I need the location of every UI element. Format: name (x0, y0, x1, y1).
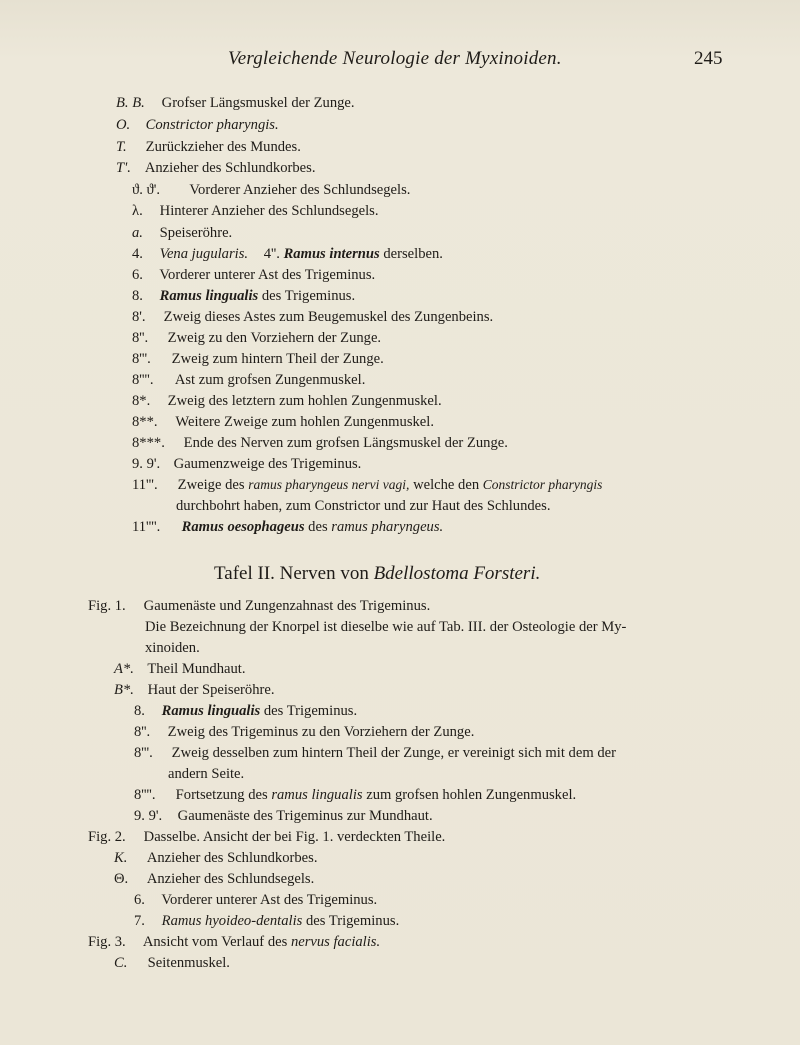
entry-text: Zweig desselben zum hintern Theil der Zunge, er vereinigt sich mit dem der (171, 745, 616, 761)
entry-text: Hinterer Anzieher des Schlundsegels. (159, 203, 379, 219)
running-header-title: Vergleichende Neurologie der Myxinoiden. (228, 48, 562, 69)
legend-entry (132, 351, 384, 368)
entry-label: B*. (114, 682, 134, 698)
entry-label: 6. (134, 892, 145, 908)
entry-text: Zweig zu den Vorziehern der Zunge. (167, 330, 382, 346)
entry-text: Zweig des Trigeminus zu den Vorziehern der Zunge. (167, 724, 475, 740)
figure-entry-continuation (168, 766, 244, 783)
figure-entry (145, 619, 626, 636)
entry-label: 11'''. (132, 477, 158, 493)
entry-label: 4. (132, 246, 143, 262)
figure-entry (134, 913, 399, 930)
page-number: 245 (694, 48, 723, 69)
entry-text: ramus lingualis (271, 787, 363, 803)
entry-text: Ast zum grofsen Zungenmuskel. (174, 372, 366, 388)
entry-text: Ramus hyoideo-dentalis (161, 913, 303, 929)
section-heading-species: Bdellostoma Forsteri. (373, 563, 541, 584)
entry-label: K. (114, 850, 128, 866)
legend-entry (116, 117, 279, 134)
entry-text: ramus pharyngeus. (331, 519, 444, 535)
legend-entry (116, 95, 355, 112)
entry-text: zum grofsen hohlen Zungenmuskel. (366, 787, 577, 803)
entry-text: nervus facialis. (290, 934, 381, 950)
entry-text: Weitere Zweige zum hohlen Zungenmuskel. (175, 414, 434, 430)
entry-text: Zweig des letztern zum hohlen Zungenmuskel. (167, 393, 442, 409)
entry-text: des Trigeminus. (263, 703, 358, 719)
figure-entry (114, 850, 317, 867)
entry-text: xinoiden. (145, 640, 200, 656)
legend-entry (132, 330, 381, 347)
section-heading-prefix: Tafel II. Nerven von (214, 563, 369, 584)
entry-label: 7. (134, 913, 145, 929)
entry-text: Ramus oesophageus (181, 519, 305, 535)
entry-text: derselben. (383, 246, 443, 262)
entry-label: Fig. 1. (88, 598, 126, 614)
entry-text: Constrictor pharyngis (482, 477, 603, 492)
legend-entry (132, 203, 379, 220)
legend-entry (132, 182, 410, 199)
entry-label: 8'''. (134, 745, 153, 761)
figure-entry (134, 808, 433, 825)
entry-label: 8. (132, 288, 143, 304)
legend-entry (132, 288, 355, 305)
entry-label: 4''. (263, 246, 280, 262)
entry-text: Ramus internus (283, 246, 380, 262)
entry-text: Vorderer unterer Ast des Trigeminus. (159, 267, 376, 283)
entry-text: Ramus lingualis (161, 703, 261, 719)
entry-label: ϑ. ϑ'. (132, 182, 161, 198)
entry-text: Haut der Speiseröhre. (147, 682, 275, 698)
entry-label: 8. (134, 703, 145, 719)
legend-entry (132, 519, 443, 536)
entry-label: 8''''. (134, 787, 156, 803)
figure-entry (114, 871, 314, 888)
figure-entry (88, 598, 430, 615)
legend-entry (132, 477, 602, 494)
figure-entry (114, 682, 275, 699)
entry-text: Vorderer Anzieher des Schlundsegels. (189, 182, 411, 198)
figure-entry (145, 640, 200, 657)
figure-entry (88, 934, 380, 951)
figure-entry (134, 724, 474, 741)
entry-text: Anzieher des Schlundsegels. (146, 871, 315, 887)
figure-entry (88, 829, 445, 846)
entry-text: Vorderer unterer Ast des Trigeminus. (161, 892, 378, 908)
legend-entry (132, 309, 493, 326)
entry-text: Ende des Nerven zum grofsen Längsmuskel der Zunge. (183, 435, 508, 451)
entry-text: Gaumenzweige des Trigeminus. (173, 456, 362, 472)
entry-text: Dasselbe. Ansicht der bei Fig. 1. verdeckten Theile. (143, 829, 446, 845)
entry-text: des Trigeminus. (305, 913, 400, 929)
figure-entry (134, 703, 357, 720)
entry-text: Die Bezeichnung der Knorpel ist dieselbe wie auf Tab. III. der Osteologie der My- (145, 619, 627, 635)
entry-label: Fig. 3. (88, 934, 126, 950)
legend-entry (132, 435, 508, 452)
entry-text: Zurückzieher des Mundes. (145, 139, 301, 155)
entry-label: 9. 9'. (132, 456, 161, 472)
entry-label: λ. (132, 203, 143, 219)
entry-text: Anzieher des Schlundkorbes. (144, 160, 316, 176)
entry-text: Gaumenäste und Zungenzahnast des Trigeminus. (143, 598, 431, 614)
entry-text: Zweige des (177, 477, 245, 493)
legend-entry (132, 267, 375, 284)
entry-label: O. (116, 117, 131, 133)
entry-text: Fortsetzung des (175, 787, 268, 803)
entry-text: Grofser Längsmuskel der Zunge. (161, 95, 355, 111)
entry-text: Ansicht vom Verlauf des (142, 934, 288, 950)
section-heading (214, 563, 540, 585)
legend-entry-continuation (176, 498, 551, 515)
entry-label: 8''. (132, 330, 149, 346)
entry-text: andern Seite. (168, 766, 245, 782)
figure-entry (114, 661, 245, 678)
entry-text: welche den (413, 477, 480, 493)
entry-text: Anzieher des Schlundkorbes. (146, 850, 318, 866)
legend-entry (132, 414, 434, 431)
entry-text: Ramus lingualis (159, 288, 259, 304)
entry-text: Zweig zum hintern Theil der Zunge. (171, 351, 384, 367)
entry-text: Vena jugularis. (159, 246, 249, 262)
legend-entry (132, 456, 361, 473)
entry-label: A*. (114, 661, 134, 677)
entry-label: 6. (132, 267, 143, 283)
legend-entry (132, 393, 442, 410)
entry-label: Fig. 2. (88, 829, 126, 845)
entry-label: 8*. (132, 393, 151, 409)
entry-label: 8''''. (132, 372, 154, 388)
entry-text: des (308, 519, 328, 535)
entry-text: durchbohrt haben, zum Constrictor und zur Haut des Schlundes. (176, 498, 551, 514)
entry-label: 8'''. (132, 351, 151, 367)
legend-entry (116, 139, 301, 156)
entry-label: 8''. (134, 724, 151, 740)
legend-entry (132, 246, 443, 263)
entry-text: Theil Mundhaut. (147, 661, 246, 677)
entry-text: ramus pharyngeus nervi vagi, (248, 477, 410, 492)
entry-label: 9. 9'. (134, 808, 163, 824)
entry-label: T'. (116, 160, 131, 176)
legend-entry (132, 225, 232, 242)
entry-label: 8'. (132, 309, 146, 325)
entry-text: des Trigeminus. (261, 288, 356, 304)
entry-label: C. (114, 955, 128, 971)
legend-entry (132, 372, 365, 389)
entry-label: Θ. (114, 871, 129, 887)
figure-entry (134, 745, 616, 762)
entry-text: Seitenmuskel. (147, 955, 230, 971)
entry-text: Zweig dieses Astes zum Beugemuskel des Zungenbeins. (163, 309, 494, 325)
entry-text: Speiseröhre. (159, 225, 233, 241)
entry-label: B. B. (116, 95, 145, 111)
entry-label: a. (132, 225, 143, 241)
entry-label: 8***. (132, 435, 165, 451)
entry-text: Constrictor pharyngis. (145, 117, 279, 133)
entry-text: Gaumenäste des Trigeminus zur Mundhaut. (177, 808, 433, 824)
entry-label: 11''''. (132, 519, 161, 535)
figure-entry (134, 787, 576, 804)
entry-label: T. (116, 139, 127, 155)
figure-entry (134, 892, 377, 909)
figure-entry (114, 955, 230, 972)
entry-label: 8**. (132, 414, 158, 430)
legend-entry (116, 160, 315, 177)
